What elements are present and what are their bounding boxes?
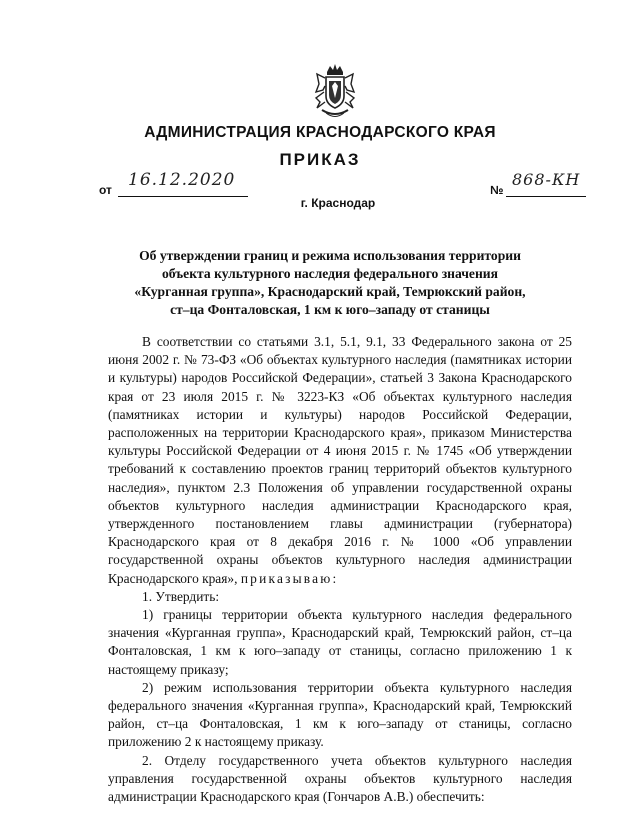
body-paragraph: 2) режим использования территории объекта культурного наследия федерального значения «Курганная группа», Краснодарский край, Темрюкский район, ст–ца Фонталовская, 1 км к юго–западу от станицы, согласно приложению 2 к настоящему приказу. <box>108 679 572 750</box>
number-label: № <box>490 183 504 197</box>
body-paragraph: 2. Отделу государственного учета объектов культурного наследия управления государственной охраны объектов культурного наследия администрации Краснодарского края (Гончаров А.В.) обеспечить: <box>108 752 572 805</box>
organization-name: АДМИНИСТРАЦИЯ КРАСНОДАРСКОГО КРАЯ <box>144 124 496 141</box>
krasnodar-coat-of-arms-icon <box>314 62 356 120</box>
title-line: «Курганная группа», Краснодарский край, Темрюкский район, <box>134 284 526 299</box>
city-name: г. Краснодар <box>300 196 376 210</box>
document-type: ПРИКАЗ <box>279 150 361 169</box>
number-value: 868-КН <box>512 170 581 189</box>
title-line: объекта культурного наследия федерального значения <box>162 266 498 281</box>
body-paragraph <box>108 333 572 588</box>
order-word: приказываю: <box>240 570 339 586</box>
order-title <box>120 247 540 319</box>
title-line: ст–ца Фонталовская, 1 км к юго–западу от станицы <box>170 302 490 317</box>
body-paragraph: 1) границы территории объекта культурного наследия федерального значения «Курганная группа», Краснодарский край, Темрюкский район, ст–ца Фонталовская, 1 км к юго–западу от станицы, согласно приложению 1 к настоящему приказу; <box>108 607 572 677</box>
date-label: от <box>99 183 112 197</box>
preamble-text: В соответствии со статьями 3.1, 5.1, 9.1, 33 Федерального закона от 25 июня 2002 г. № 73-ФЗ «Об объектах культурного наследия (памятниках истории и культуры) народов Российской Федерации», статьей 3 Закона Краснодарского края от 23 июля 2015 г. № 3223-КЗ «Об объектах культурного наследия (памятниках истории и культуры) народов Российской Федерации, расположенных на территории Краснодарского края», приказом Министерства культуры Российской Федерации от 4 июня 2015 г. № 1745 «Об утверждении требований к составлению проектов границ территорий объектов культурного наследия», пунктом 2.3 Положения об управлении государственной охраны объектов культурного наследия администрации Краснодарского края, утвержденного постановлением главы администрации (губернатора) Краснодарского края от 8 декабря 2016 г. № 1000 «Об управлении государственной охраны объектов культурного наследия администрации Краснодарского края», <box>108 334 572 586</box>
date-value: 16.12.2020 <box>128 170 236 190</box>
order-body <box>108 333 572 806</box>
title-line: Об утверждении границ и режима использования территории <box>139 248 521 263</box>
body-paragraph: 1. Утвердить: <box>142 588 220 604</box>
